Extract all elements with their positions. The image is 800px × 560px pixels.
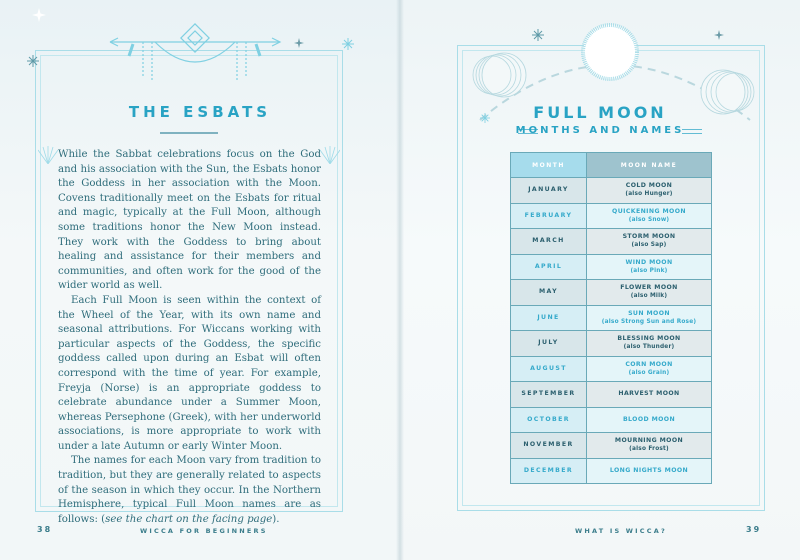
palm-ornament-icon [38, 146, 58, 164]
column-header-month: MONTH [511, 153, 587, 178]
paragraph: While the Sabbat celebrations focus on the God and his association with the Sun, the Esbats honor the Goddess in her association with the Moon. Covens traditionally meet on the Esbats for ritual and magic, typically at the Full Moon, although some traditions honor the New Moon instead. They work with the Goddess to bring about healing and assistance for their members and communities, and often work for the good of the wider world as well. [58, 149, 321, 292]
table-row: APRIL WIND MOON (also Pink) [511, 254, 712, 280]
table-row: MARCH STORM MOON (also Sap) [511, 229, 712, 255]
running-footer: WICCA FOR BEGINNERS [140, 527, 268, 535]
full-moon-table [510, 152, 712, 484]
table-row: DECEMBER LONG NIGHTS MOON [511, 458, 712, 484]
page-number: 39 [746, 525, 762, 534]
title-divider [160, 132, 218, 134]
subtitle-rule-right [682, 129, 702, 134]
page-title: THE ESBATS [128, 103, 272, 121]
snowflake-icon [532, 29, 544, 41]
running-footer: WHAT IS WICCA? [575, 527, 667, 535]
sparkle-icon [32, 8, 46, 22]
table-row: JUNE SUN MOON (also Strong Sun and Rose) [511, 305, 712, 331]
page-number: 38 [37, 525, 53, 534]
arrow-ornament-icon [100, 22, 290, 87]
body-text [58, 148, 321, 527]
snowflake-icon [342, 38, 354, 50]
table-row: JULY BLESSING MOON (also Thunder) [511, 331, 712, 357]
palm-ornament-icon [320, 146, 340, 164]
cross-reference: see the chart on the facing page [105, 513, 273, 525]
snowflake-icon [27, 55, 39, 67]
paragraph: The names for each Moon vary from tradition to tradition, but they are generally related to aspects of the season in which they occur. In the Northern Hemisphere, typical Full Moon names are as follows: (see the chart on the facing page). [58, 455, 321, 525]
table-row: SEPTEMBER HARVEST MOON [511, 382, 712, 408]
column-header-moon-name: MOON NAME [587, 153, 712, 178]
table-row: MAY FLOWER MOON (also Milk) [511, 280, 712, 306]
star-icon [714, 30, 724, 40]
table-row: NOVEMBER MOURNING MOON (also Frost) [511, 433, 712, 459]
table-row: AUGUST CORN MOON (also Grain) [511, 356, 712, 382]
table-row: OCTOBER BLOOD MOON [511, 407, 712, 433]
star-icon [294, 38, 304, 48]
paragraph: Each Full Moon is seen within the context of the Wheel of the Year, with its own name and seasonal attributions. For Wiccans working with particular aspects of the Goddess, the specific goddess called upon during an Esbat will often correspond with the time of year. For example, Freyja (Norse) is an appropriate goddess to celebrate abundance under a Summer Moon, whereas Persephone (Greek), with her underworld associations, is more appropriate to work with under a late Autumn or early Winter Moon. [58, 294, 321, 452]
book-gutter [396, 0, 404, 560]
chart-title: FULL MOON [533, 103, 667, 122]
chart-subtitle: MONTHS AND NAMES [515, 125, 685, 136]
table-row: FEBRUARY QUICKENING MOON (also Snow) [511, 203, 712, 229]
table-row: JANUARY COLD MOON (also Hunger) [511, 178, 712, 204]
